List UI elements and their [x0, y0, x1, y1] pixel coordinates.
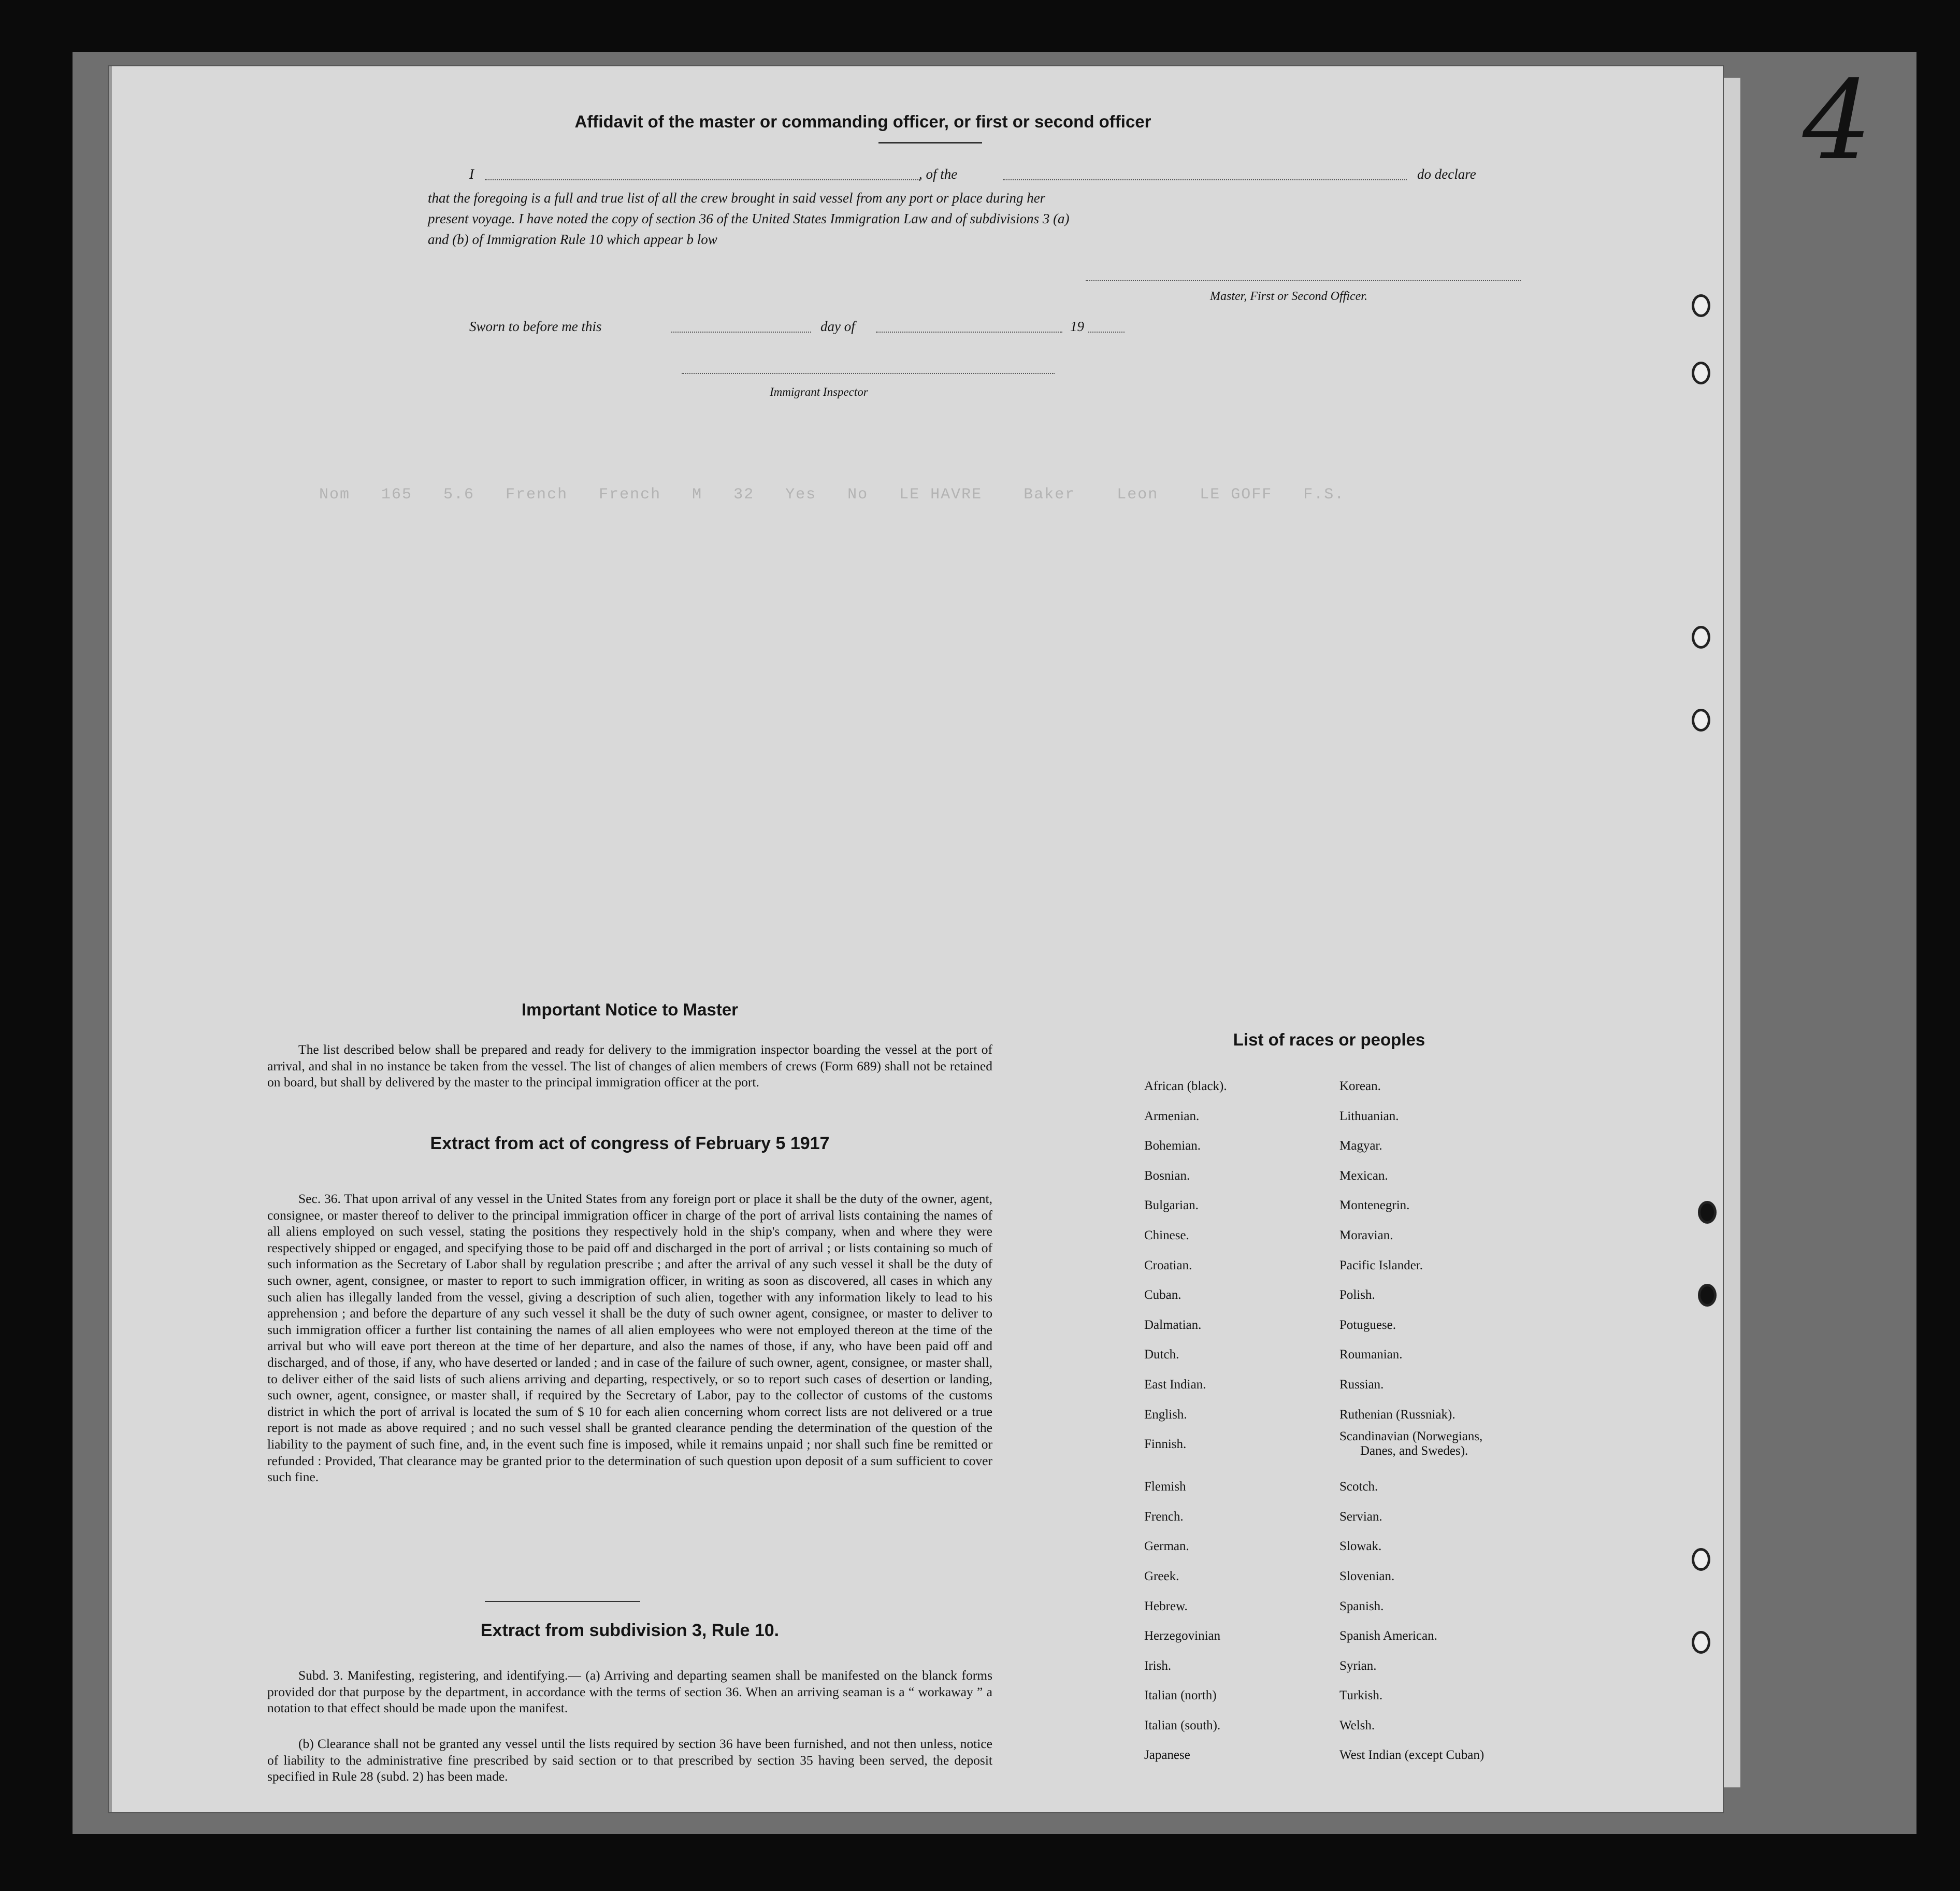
- race-item: French.: [1144, 1509, 1184, 1524]
- inspector-signature-field[interactable]: [682, 373, 1055, 374]
- punch-hole: [1692, 1548, 1710, 1571]
- rule-extract-text-b: (b) Clearance shall not be granted any vessel until the lists required by section 36 have been furnished, and not then unless, notice of liability to the administrative fine prescribed by said section or to that prescribed by section 35 having been served, the deposit specified in Rule 28 (subd. 2) has been made.: [267, 1736, 992, 1784]
- rule-extract-text-a: Subd. 3. Manifesting, registering, and identifying.— (a) Arriving and departing seamen shall be manifested on the blanck forms provided dor that purpose by the department, in accordance with the terms of section 36. When an arriving seaman is a “ workaway ” a notation to that effect should be made upon the manifest.: [267, 1668, 992, 1716]
- race-item: German.: [1144, 1539, 1189, 1554]
- punch-hole: [1692, 626, 1710, 649]
- race-item: Bohemian.: [1144, 1139, 1201, 1153]
- race-item: Pacific Islander.: [1339, 1258, 1423, 1272]
- rule-extract-title: Extract from subdivision 3, Rule 10.: [480, 1621, 780, 1640]
- race-item: Croatian.: [1144, 1258, 1192, 1272]
- race-item: Moravian.: [1339, 1228, 1393, 1242]
- race-item: Flemish: [1144, 1480, 1186, 1494]
- races-right-column: [1339, 1071, 1484, 1770]
- affidavit-line-4: and (b) of Immigration Rule 10 which appear b low: [428, 232, 717, 247]
- race-item: East Indian.: [1144, 1377, 1206, 1392]
- race-item: Servian.: [1339, 1509, 1382, 1524]
- vessel-name-field[interactable]: [1003, 179, 1407, 180]
- affidavit-line-3: present voyage. I have noted the copy of section 36 of the United States Immigration Law and of subdivisions 3 (a): [428, 211, 1070, 226]
- of-the-label: , of the: [919, 166, 958, 182]
- race-item: Polish.: [1339, 1288, 1375, 1302]
- race-item: Irish.: [1144, 1658, 1172, 1673]
- race-item: Italian (south).: [1144, 1718, 1221, 1732]
- affidavit-line-2: that the foregoing is a full and true list of all the crew brought in said vessel from any port or place during her: [428, 190, 1046, 206]
- year-prefix-label: 19: [1070, 319, 1084, 334]
- race-item: Syrian.: [1339, 1658, 1377, 1673]
- sworn-month-field[interactable]: [876, 332, 1062, 333]
- race-item: Welsh.: [1339, 1718, 1375, 1732]
- punch-hole: [1692, 709, 1710, 732]
- race-item: Greek.: [1144, 1569, 1179, 1583]
- race-item: Danes, and Swedes).: [1360, 1444, 1468, 1458]
- punch-hole: [1692, 362, 1710, 384]
- race-item: Chinese.: [1144, 1228, 1189, 1242]
- affidavit-title-underline: [878, 142, 982, 144]
- race-item: African (black).: [1144, 1079, 1227, 1093]
- punch-hole: [1698, 1201, 1717, 1224]
- act-extract-text: Sec. 36. That upon arrival of any vessel in the United States from any foreign port or place it shall be the duty of the owner, agent, consignee, or master thereof to deliver to the principal immigration officer in charge of the port of arrival lists containing the names of all aliens employed on such vessel, stating the positions they respectively hold in the ship's company, when and where they were respectively shipped or engaged, and specifying those to be paid off and discharged in the port of arrival ; or lists containing so much of such information as the Secretary of Labor shall by regulation prescribe ; and after the arrival of any such vessel it shall be the duty of such owner, agent, consignee, or master to report to such immigration officer, in writing as soon as discovered, all cases in which any such alien has illegally landed from the vessel, giving a description of such alien, together with any information likely to lead to his apprehension ; and before the departure of any such vessel it shall be the duty of such owner agent, consignee, or master to deliver to such immigration officer a further list containing the names of all alien employees who were not employed thereon at the time of the arrival but who will eave port thereon at the time of her departure, and also the names of those, if any, who have been paid off and discharged, and of those, if any, who have deserted or landed ; and in case of the failure of such owner, agent, consignee, or master shall, to deliver either of the said lists of such aliens arriving and departing, respectively, or so to report such cases of desertion or landing, such owner, agent, consignee, or master shall, if required by the Secretary of Labor, pay to the collector of customs of the customs district in which the port of arrival is located the sum of $ 10 for each alien concerning whom correct lists are not delivered or a true report is not made as above required ; and no such vessel shall be granted clearance pending the determination of the question of the liability to the payment of such fine, and, in the event such fine is imposed, while it remains unpaid ; nor shall such fine be remitted or refunded : Provided, That clearance may be granted prior to the determination of such question upon deposit of a sum sufficient to cover such fine.: [267, 1191, 992, 1485]
- race-item: Lithuanian.: [1339, 1109, 1399, 1123]
- race-item: Slovenian.: [1339, 1569, 1395, 1583]
- master-signature-field[interactable]: [1086, 280, 1521, 281]
- race-item: Roumanian.: [1339, 1348, 1403, 1362]
- race-item: Dutch.: [1144, 1348, 1179, 1362]
- race-item: West Indian (except Cuban): [1339, 1748, 1485, 1763]
- race-item: Spanish American.: [1339, 1629, 1437, 1643]
- races-left-column: [1144, 1071, 1227, 1770]
- bleed-through-text: Nom 165 5.6 French French M 32 Yes No LE HAVRE Baker Leon LE GOFF F.S.: [319, 486, 1345, 504]
- race-item: Hebrew.: [1144, 1599, 1188, 1613]
- underlying-page-edge: [1720, 78, 1740, 1787]
- race-item: Montenegrin.: [1339, 1198, 1410, 1213]
- race-item: Scotch.: [1339, 1480, 1378, 1494]
- races-title: List of races or peoples: [1233, 1030, 1425, 1049]
- day-of-label: day of: [820, 319, 855, 334]
- declarant-label: I: [469, 166, 474, 182]
- race-item: Turkish.: [1339, 1688, 1383, 1703]
- notice-title: Important Notice to Master: [521, 1000, 739, 1019]
- race-item: Korean.: [1339, 1079, 1381, 1093]
- punch-hole: [1692, 1631, 1710, 1654]
- sworn-year-field[interactable]: [1088, 332, 1125, 333]
- punch-hole: [1692, 294, 1710, 317]
- race-item: Finnish.: [1144, 1437, 1187, 1452]
- race-item: Ruthenian (Russniak).: [1339, 1407, 1455, 1422]
- document-page: [109, 66, 1723, 1812]
- race-item: Scandinavian (Norwegians,: [1339, 1429, 1483, 1444]
- race-item: Magyar.: [1339, 1139, 1382, 1153]
- race-item: Bosnian.: [1144, 1168, 1190, 1183]
- race-item: Slowak.: [1339, 1539, 1382, 1554]
- race-item: Russian.: [1339, 1377, 1384, 1392]
- inspector-signature-label: Immigrant Inspector: [770, 385, 868, 398]
- race-item: Spanish.: [1339, 1599, 1384, 1613]
- affidavit-title: Affidavit of the master or commanding officer, or first or second officer: [574, 112, 1151, 131]
- declarant-name-field[interactable]: [485, 179, 920, 180]
- handwritten-mark: 4: [1803, 57, 1872, 184]
- notice-text: The list described below shall be prepared and ready for delivery to the immigration inspector boarding the vessel at the port of arrival, and shal in no instance be taken from the vessel. The list of changes of alien members of crews (Form 689) shall not be retained on board, but shall by delivered by the master to the principal immigration officer at the port.: [267, 1042, 992, 1090]
- punch-hole: [1698, 1284, 1717, 1307]
- do-declare-label: do declare: [1417, 166, 1476, 182]
- sworn-label: Sworn to before me this: [469, 319, 602, 334]
- race-item: Cuban.: [1144, 1288, 1181, 1302]
- race-item: Mexican.: [1339, 1168, 1388, 1183]
- master-signature-label: Master, First or Second Officer.: [1210, 290, 1367, 303]
- race-item: Dalmatian.: [1144, 1317, 1202, 1332]
- race-item: Bulgarian.: [1144, 1198, 1199, 1213]
- race-item: Armenian.: [1144, 1109, 1200, 1123]
- section-divider: [485, 1601, 640, 1602]
- race-item: Japanese: [1144, 1748, 1190, 1763]
- race-item: Italian (north): [1144, 1688, 1217, 1703]
- race-item: Potuguese.: [1339, 1317, 1396, 1332]
- race-item: Herzegovinian: [1144, 1629, 1221, 1643]
- race-item: English.: [1144, 1407, 1187, 1422]
- sworn-day-field[interactable]: [671, 332, 811, 333]
- act-extract-title: Extract from act of congress of February 5 1917: [430, 1134, 830, 1153]
